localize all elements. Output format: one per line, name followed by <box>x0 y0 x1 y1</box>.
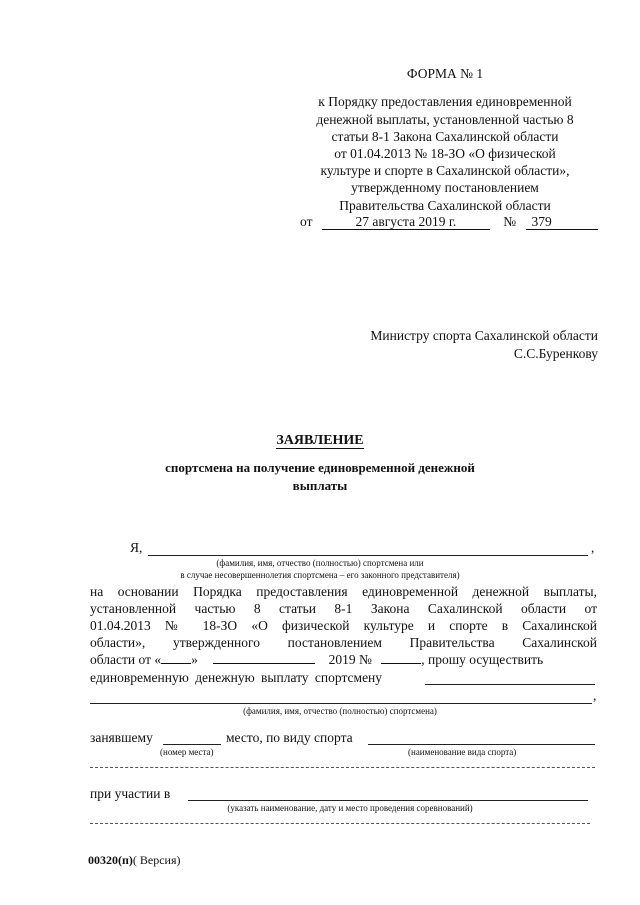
ya-label: Я, <box>130 540 143 555</box>
addressee-line-1: Министру спорта Сахалинской области <box>370 328 598 343</box>
statement-title: ЗАЯВЛЕНИЕ <box>276 433 364 448</box>
date-line-year: 2019 № <box>328 652 372 667</box>
footer <box>88 853 181 868</box>
athlete-field-2[interactable] <box>90 703 592 704</box>
footer-version: ( Версия) <box>132 853 181 867</box>
place-mid: место, по виду спорта <box>226 730 353 745</box>
form-number-value: 379 <box>526 214 598 230</box>
para-line-2: установленной частью 8 статьи 8-1 Закона Сахалинской области от <box>90 601 597 616</box>
sport-name-field[interactable] <box>368 744 595 745</box>
applicant-caption-2: в случае несовершеннолетия спортсмена – его законного представителя) <box>180 570 460 580</box>
payout-line: единовременную денежную выплату спортсмену <box>90 670 383 685</box>
sport-extra-line[interactable] <box>90 767 595 768</box>
form-ref-line-4: от 01.04.2013 № 18-ЗО «О физической <box>334 146 556 161</box>
form-date-value: 27 августа 2019 г. <box>322 214 490 230</box>
sport-caption: (наименование вида спорта) <box>408 747 517 757</box>
form-title: ФОРМА № 1 <box>406 66 484 81</box>
place-number-field[interactable] <box>163 744 221 745</box>
date-prefix: от <box>300 214 313 229</box>
competition-caption: (указать наименование, дату и место проведения соревнований) <box>227 803 473 813</box>
competition-extra-line[interactable] <box>90 823 590 824</box>
addressee-line-2: С.С.Буренкову <box>513 346 598 361</box>
date-line-quote: » <box>191 652 198 667</box>
athlete-field-1[interactable] <box>425 684 595 685</box>
applicant-caption-1: (фамилия, имя, отчество (полностью) спортсмена или <box>216 558 424 568</box>
athlete-caption: (фамилия, имя, отчество (полностью) спортсмена) <box>243 706 437 716</box>
para-line-1: на основании Порядка предоставления единовременной денежной выплаты, <box>90 584 597 599</box>
number-prefix: № <box>503 214 517 229</box>
place-caption: (номер места) <box>160 747 214 757</box>
statement-subtitle-2: выплаты <box>292 478 348 493</box>
statement-subtitle-1: спортсмена на получение единовременной денежной <box>165 460 475 475</box>
day-field[interactable] <box>161 663 191 664</box>
place-label: занявшему <box>90 730 153 745</box>
competition-label: при участии в <box>90 786 171 801</box>
para-line-4: области», утвержденного постановлением Правительства Сахалинской <box>90 635 597 650</box>
form-ref-line-7: Правительства Сахалинской области <box>339 198 551 213</box>
competition-field[interactable] <box>188 800 588 801</box>
form-ref-line-2: денежной выплаты, установленной частью 8 <box>316 112 574 127</box>
form-ref-line-6: утвержденному постановлением <box>351 180 539 195</box>
date-line-suffix: , прошу осуществить <box>421 652 544 667</box>
form-ref-line-5: культуре и спорте в Сахалинской области», <box>320 163 570 178</box>
month-field[interactable] <box>213 663 315 664</box>
ya-comma: , <box>591 540 595 555</box>
applicant-name-field[interactable] <box>148 555 588 556</box>
order-number-field[interactable] <box>381 663 421 664</box>
form-ref-line-3: статьи 8-1 Закона Сахалинской области <box>331 129 559 144</box>
footer-code: 00320(п) <box>88 853 133 867</box>
para-line-3: 01.04.2013 № 18-ЗО «О физической культуре и спорте в Сахалинской <box>90 618 597 633</box>
date-line <box>90 652 543 667</box>
form-date-row <box>300 214 598 230</box>
athlete-comma: , <box>593 688 597 703</box>
date-line-prefix: области от « <box>90 652 162 667</box>
form-ref-line-1: к Порядку предоставления единовременной <box>318 94 572 109</box>
